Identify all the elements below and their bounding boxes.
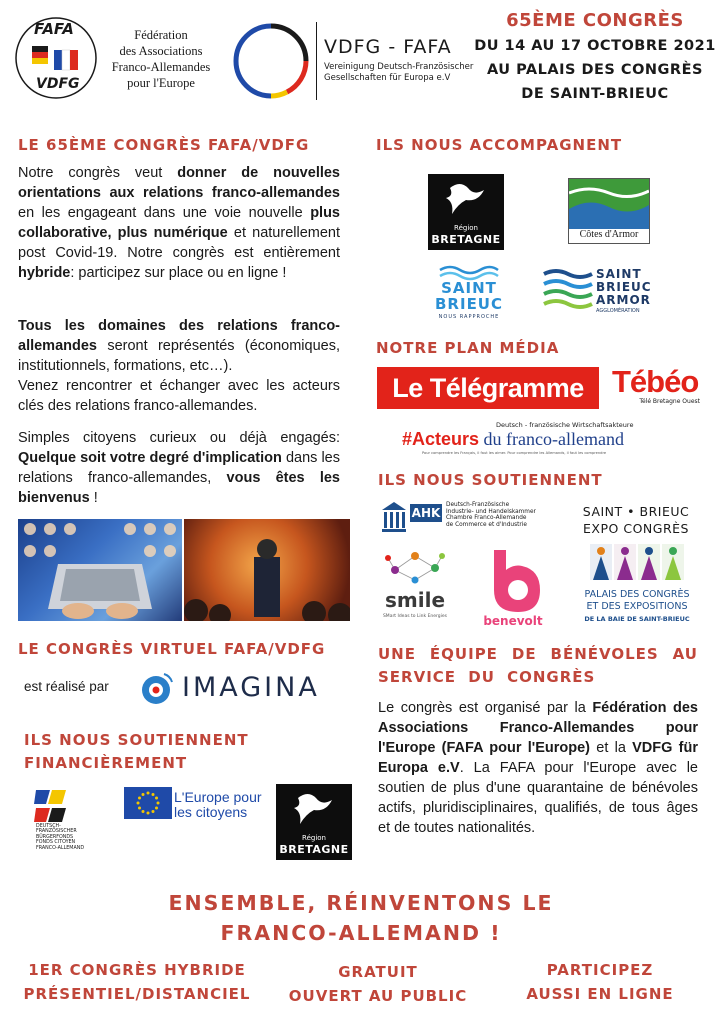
welcome-run: vous êtes les bienvenus [18, 470, 340, 506]
vdfg-circle-logo [232, 22, 310, 100]
intro-run: plus collaborative, plus numérique [18, 205, 340, 241]
equipe-paragraph [378, 698, 698, 838]
vdfg-title: VDFG - FAFA [324, 36, 452, 58]
le-telegramme-logo: Le Télégramme [377, 367, 599, 409]
section-equipe-title: UNE ÉQUIPE DE BÉNÉVOLES AU SERVICE DU CONGRÈS [378, 645, 698, 686]
palais-congres-text: PALAIS DES CONGRÈS ET DES EXPOSITIONS DE LA BAIE DE SAINT-BRIEUC [584, 589, 690, 623]
footer-free: GRATUIT OUVERT AU PUBLIC [288, 963, 468, 1005]
congress-title-block [470, 8, 720, 106]
region-bretagne-logo-small: Région BRETAGNE [276, 784, 352, 860]
footer-online: PARTICIPEZ AUSSI EN LIGNE [526, 961, 674, 1003]
domains-run: Tous les domaines des relations franco-allemandes [18, 318, 340, 354]
saint-brieuc-logo: SAINT BRIEUC NOUS RAPPROCHE [426, 264, 512, 322]
tebeo-logo: Tébéo Télé Bretagne Ouest [612, 364, 700, 405]
fafa-badge-text: FAFA [34, 20, 74, 38]
domains-paragraph [18, 316, 340, 376]
intro-run: hybride [18, 265, 71, 281]
equipe-run: et la [590, 740, 633, 756]
intro-run: et naturellement post Covid-19. Notre congrès est entièrement [18, 225, 340, 261]
congress-title: 65ÈME CONGRÈS [506, 10, 684, 31]
congress-dates: DU 14 AU 17 OCTOBRE 2021 [474, 38, 716, 54]
welcome-paragraph [18, 428, 340, 508]
vdfg-badge-text: VDFG [36, 76, 80, 92]
expo-congres-logo: SAINT • BRIEUC EXPO CONGRÈS [582, 504, 690, 536]
slogan: ENSEMBLE, RÉINVENTONS LE FRANCO-ALLEMAND ! [168, 891, 554, 945]
domains-run: seront représentés (économiques, institutionnels, formations, etc…). [18, 338, 340, 374]
imagina-logo-icon [136, 668, 176, 708]
welcome-run: dans les relations franco-allemandes, [18, 450, 340, 486]
saint-brieuc-armor-logo: SAINT BRIEUC ARMOR AGGLOMÉRATION [542, 268, 652, 320]
intro-paragraph [18, 163, 340, 283]
dfb-logo: DEUTSCH- FRANZÖSISCHER BÜRGERFONDS FONDS CITOYEN FRANCO-ALLEMAND [26, 788, 126, 850]
equipe-run: Le congrès est organisé par la [378, 700, 593, 716]
section-soutiennent-title: ILS NOUS SOUTIENNENT [378, 471, 603, 489]
congress-place: AU PALAIS DES CONGRÈS [487, 62, 703, 78]
intro-run: : participez sur place ou en ligne ! [70, 265, 287, 281]
intro-run: en les engageant dans une voie nouvelle [18, 205, 311, 221]
eu-flag-icon [124, 787, 172, 819]
section-accompagnent-title: ILS NOUS ACCOMPAGNENT [376, 136, 623, 154]
intro-run: Notre congrès veut [18, 165, 178, 181]
header-divider [316, 22, 317, 100]
ahk-building-icon [380, 500, 408, 534]
europe-citoyens-text: L'Europe pour les citoyens [174, 789, 262, 820]
welcome-run: ! [89, 490, 98, 506]
federation-name: Fédération des Associations Franco-Allemandes pour l'Europe [111, 28, 211, 90]
meet-paragraph: Venez rencontrer et échanger avec les acteurs clés des relations franco-allemandes. [18, 378, 340, 414]
virtual-conference-photo [18, 519, 182, 621]
smile-logo: smile SMart Ideas to Link Energies [380, 546, 450, 628]
imagina-logo-text: IMAGINA [182, 672, 320, 703]
expo-people-icons [588, 540, 686, 584]
conference-speaker-photo [184, 519, 350, 621]
equipe-run: VDFG für Europa e.V [378, 740, 698, 776]
vdfg-subtitle: Vereinigung Deutsch-Französischer Gesellschaften für Europa e.V [324, 62, 474, 83]
equipe-run: Fédération des Associations Franco-Allemandes pour l'Europe (FAFA pour l'Europe) [378, 700, 699, 756]
welcome-run: Quelque soit votre degré d'implication [18, 450, 282, 466]
intro-run: donner de nouvelles orientations aux relations franco-allemandes [18, 165, 340, 201]
ahk-logo: AHK Deutsch-Französische Industrie- und Handelskammer Chambre Franco-Allemande de Commerce et d'Industrie [380, 500, 562, 536]
cotes-armor-logo: Côtes d'Armor [568, 178, 650, 244]
section-financial-title: ILS NOUS SOUTIENNENT FINANCIÈREMENT [24, 731, 249, 772]
benevolt-logo: benevolt [480, 548, 546, 632]
section-congres-title: LE 65ÈME CONGRÈS FAFA/VDFG [18, 136, 310, 154]
realise-par-label: est réalisé par [24, 679, 109, 694]
section-media-title: NOTRE PLAN MÉDIA [376, 339, 560, 357]
welcome-run: Simples citoyens curieux ou déjà engagés: [18, 430, 340, 446]
equipe-run: . La FAFA pour l'Europe avec le soutien de plus d'une quarantaine de bénévoles actifs, pluridisciplinaires, qualifiés, de tous âges et de toutes nationalités. [378, 760, 698, 836]
region-bretagne-logo: Région BRETAGNE [428, 174, 504, 250]
acteurs-franco-allemand-logo: Deutsch - französische Wirtschaftsakteure #Acteurs du franco-allemand Pour comprendre les Français, il faut les aimer. Pour comprendre les Allemands, il faut les comprendre [402, 421, 634, 455]
footer-hybrid: 1ER CONGRÈS HYBRIDE PRÉSENTIEL/DISTANCIEL [23, 961, 251, 1003]
section-virtual-title: LE CONGRÈS VIRTUEL FAFA/VDFG [18, 640, 326, 658]
fafa-vdfg-badge-logo [14, 16, 98, 100]
congress-city: DE SAINT-BRIEUC [521, 86, 669, 102]
